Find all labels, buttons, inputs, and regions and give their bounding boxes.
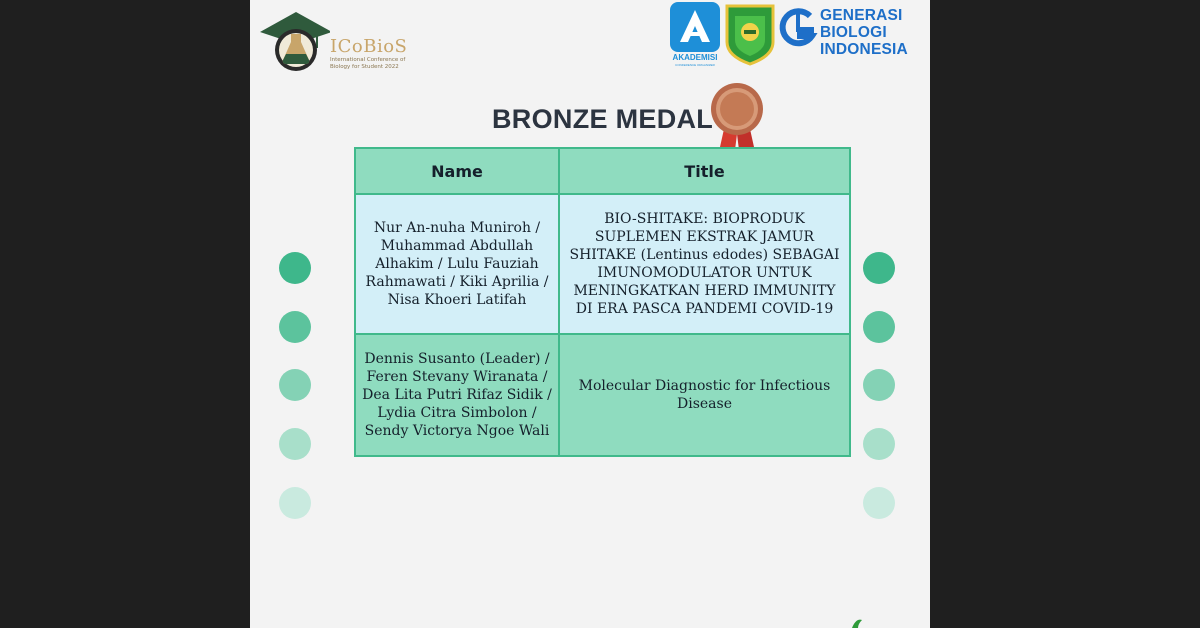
title-column-header: Title [559, 148, 850, 194]
name-column-header: Name [355, 148, 559, 194]
akademisi-label: AKADEMISI [672, 53, 718, 62]
gbi-line-3: INDONESIA [820, 41, 908, 58]
decorative-dot [863, 369, 895, 401]
regional-crest-logo [723, 2, 777, 66]
tagline-line-1: International Conference of [330, 57, 406, 63]
team-names-cell: Dennis Susanto (Leader) / Feren Stevany Wiranata / Dea Lita Putri Rifaz Sidik / Lydia Citra Simbolon / Sendy Victorya Ngoe Wali [355, 334, 559, 456]
akademisi-logo [668, 2, 722, 68]
results-table [354, 147, 851, 457]
leaf-corner-icon [850, 618, 870, 628]
gbi-wordmark [820, 7, 908, 58]
table-row [355, 194, 850, 334]
decorative-dot [279, 311, 311, 343]
akademisi-emblem-icon [668, 2, 722, 52]
award-title: BRONZE MEDAL [492, 104, 714, 134]
decorative-dot [863, 252, 895, 284]
shield-crest-icon [723, 2, 777, 66]
icobios-logo [258, 8, 418, 72]
presentation-slide [250, 0, 930, 628]
generasi-biologi-indonesia-logo [778, 6, 928, 58]
project-title-cell: Molecular Diagnostic for Infectious Disease [559, 334, 850, 456]
decorative-dot [279, 369, 311, 401]
gbi-line-1: GENERASI [820, 7, 903, 24]
table-row [355, 334, 850, 456]
decorative-dot [279, 487, 311, 519]
tagline-line-2: Biology for Student 2022 [330, 63, 399, 70]
decorative-dot [863, 311, 895, 343]
project-title-cell: BIO-SHITAKE: BIOPRODUK SUPLEMEN EKSTRAK JAMUR SHITAKE (Lentinus edodes) SEBAGAI IMUNOMODULATOR UNTUK MENINGKATKAN HERD IMMUNITY DI ERA PASCA PANDEMI COVID-19 [559, 194, 850, 334]
graduation-cap-flask-icon [258, 8, 330, 72]
conference-tagline [330, 57, 430, 70]
decorative-dot [279, 252, 311, 284]
gbi-g-mark-icon [778, 6, 818, 54]
decorative-dot [863, 428, 895, 460]
team-names-cell: Nur An-nuha Muniroh / Muhammad Abdullah Alhakim / Lulu Fauziah Rahmawati / Kiki Aprilia / Nisa Khoeri Latifah [355, 194, 559, 334]
gbi-line-2: BIOLOGI [820, 24, 887, 41]
decorative-dot [279, 428, 311, 460]
table-header-row [355, 148, 850, 194]
decorative-dot [863, 487, 895, 519]
conference-name: ICoBioS [330, 36, 408, 57]
akademisi-sublabel: CONFERENCE ORGANIZER [675, 63, 715, 67]
